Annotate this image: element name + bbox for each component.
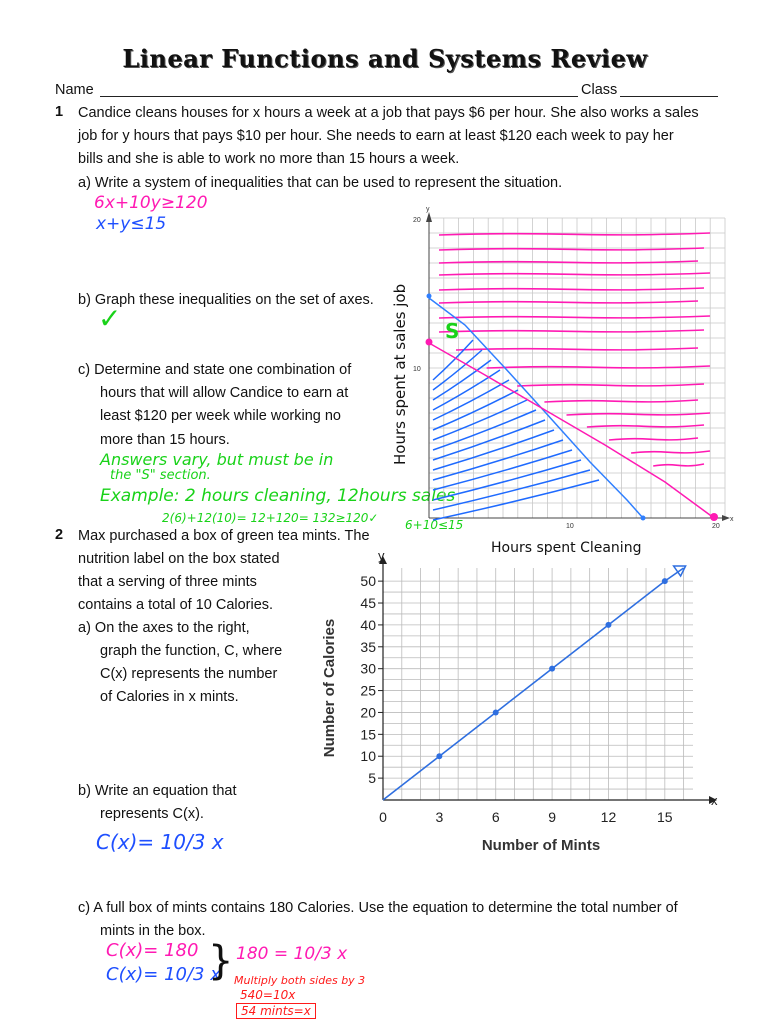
q1-x-arrow <box>722 515 730 521</box>
check-mark-icon: ✓ <box>98 302 122 335</box>
q1-pink-shading <box>439 233 710 466</box>
q2-y-tick-label: 45 <box>360 595 376 612</box>
q2-data-point <box>605 622 611 628</box>
q1-blue-stroke <box>433 480 599 520</box>
q1-point-20-0 <box>710 513 718 521</box>
q1a-prompt: a) Write a system of inequalities that can be used to represent the situation. <box>78 175 563 191</box>
q2-y-tick-label: 15 <box>360 726 376 743</box>
q2c-hand-5: 540=10x <box>240 988 296 1002</box>
name-label: Name <box>55 82 94 98</box>
q1a-answer-2: x+y≤15 <box>96 214 167 234</box>
q1-y-label-hand: Hours spent at sales job <box>391 283 409 465</box>
q2-y-tick-label: 20 <box>360 704 376 721</box>
q2-y-tick-label: 5 <box>368 770 376 787</box>
q2b-prompt-2: represents C(x). <box>100 806 204 822</box>
q2-grid <box>383 568 693 800</box>
brace-icon: } <box>208 938 234 984</box>
q1-blue-stroke <box>433 430 554 470</box>
q2-x-tick-label: 12 <box>600 809 617 825</box>
q2-data-point <box>493 709 499 715</box>
q2-stem-2: nutrition label on the box stated <box>78 551 280 567</box>
q1-point-0-15 <box>427 294 432 299</box>
q2-y-tick-label: 30 <box>360 660 376 677</box>
q1c-prompt-2: hours that will allow Candice to earn at <box>100 385 349 401</box>
class-blank[interactable] <box>620 82 718 97</box>
q2-x-tick-label: 9 <box>548 809 556 825</box>
q2-x-tick-label: 0 <box>379 809 387 825</box>
q1-pink-stroke <box>517 384 704 386</box>
q2-x-axis-label: Number of Mints <box>481 837 601 854</box>
q2-y-tick-label: 10 <box>360 748 376 765</box>
q2-x-tick-label: 15 <box>657 809 673 825</box>
q1-point-15-0 <box>641 516 646 521</box>
q1-pink-stroke <box>631 451 710 453</box>
q1-stem-1: Candice cleans houses for x hours a week at a job that pays $6 per hour. She also works a sales <box>78 105 699 121</box>
q1c-prompt-4: more than 15 hours. <box>100 432 230 448</box>
q1-tick-x-10: 10 <box>566 523 574 530</box>
q2-x-tick-label: 6 <box>491 809 500 825</box>
q2c-hand-1: C(x)= 180 <box>106 940 199 961</box>
q1-y-arrow <box>426 212 432 222</box>
q2-x-letter: x <box>711 793 718 808</box>
q1-pink-stroke <box>439 261 698 263</box>
q1-pink-stroke <box>609 438 698 440</box>
q2-data-point <box>436 753 442 759</box>
name-blank[interactable] <box>100 82 578 97</box>
q2c-hand-4: Multiply both sides by 3 <box>234 974 366 987</box>
q1-x-label-hand: Hours spent Cleaning <box>491 540 642 556</box>
q1-boundary-6x-10y <box>429 343 714 518</box>
q2-data-point <box>662 578 668 584</box>
q1-blue-stroke <box>433 420 545 460</box>
q2-y-tick-label: 35 <box>360 638 376 655</box>
q1-inequality-graph <box>375 200 735 570</box>
q2-y-tick-label: 25 <box>360 682 376 699</box>
q2a-prompt-4: of Calories in x mints. <box>100 689 239 705</box>
q1-tick-y-10: 10 <box>413 366 421 373</box>
q2-y-tick-label: 40 <box>360 616 376 633</box>
q1-region-label: S <box>445 319 460 343</box>
q1-tick-x-20: 20 <box>712 523 720 530</box>
q2-number: 2 <box>55 527 64 543</box>
q2b-answer: C(x)= 10/3 x <box>96 830 224 854</box>
q2c-hand-3: 180 = 10/3 x <box>236 944 348 964</box>
q1-pink-stroke <box>587 425 704 427</box>
q1-blue-stroke <box>433 440 563 480</box>
q1-pink-stroke <box>487 366 710 368</box>
q1-pink-stroke <box>653 464 704 466</box>
q2-y-tick-label: 50 <box>360 573 376 590</box>
q2-calories-chart <box>315 548 735 858</box>
q2-y-axis-label: Number of Calories <box>321 618 338 758</box>
q2a-prompt-1: a) On the axes to the right, <box>78 620 250 636</box>
q1-stem-3: bills and she is able to work no more than 15 hours a week. <box>78 151 460 167</box>
q2-data-point <box>549 666 555 672</box>
q2c-hand-2: C(x)= 10/3 x <box>106 964 221 985</box>
q1-tick-y-20: 20 <box>413 217 421 224</box>
q1c-hand-3: Example: 2 hours cleaning, 12hours sales <box>100 486 456 506</box>
q2-stem-1: Max purchased a box of green tea mints. The <box>78 528 370 544</box>
q2a-prompt-2: graph the function, C, where <box>100 643 283 659</box>
q1-blue-stroke <box>433 470 590 510</box>
q1-pink-stroke <box>439 316 710 318</box>
q2-stem-4: contains a total of 10 Calories. <box>78 597 274 613</box>
q1c-hand-1: Answers vary, but must be in <box>100 450 334 469</box>
q1-blue-stroke <box>433 450 572 490</box>
q1-pink-stroke <box>439 273 710 275</box>
q1-pink-stroke <box>439 288 704 290</box>
q2-y-letter: y <box>378 548 385 563</box>
class-label: Class <box>581 82 618 98</box>
q1-number: 1 <box>55 104 64 120</box>
q1-point-0-12 <box>426 339 433 346</box>
q1a-answer-1: 6x+10y≥120 <box>94 193 208 213</box>
q1-pink-stroke <box>439 330 704 332</box>
q1c-hand-5: 6+10≤15 <box>405 518 464 532</box>
q2c-hand-6-boxed: 54 mints=x <box>236 1003 316 1019</box>
q1c-hand-2: the "S" section. <box>110 468 211 483</box>
q1-pink-stroke <box>439 301 698 303</box>
q2b-prompt-1: b) Write an equation that <box>78 783 237 799</box>
q1c-hand-4: 2(6)+12(10)= 12+120= 132≥120✓ <box>162 511 379 525</box>
q1c-prompt-3: least $120 per week while working no <box>100 408 341 424</box>
q1c-prompt-1: c) Determine and state one combination of <box>78 362 352 378</box>
q2c-prompt-2: mints in the box. <box>100 923 206 939</box>
q1-stem-2: job for y hours that pays $10 per hour. She needs to earn at least $120 each week to pay her <box>78 128 674 144</box>
q1-y-letter: y <box>426 206 430 213</box>
q2c-prompt-1: c) A full box of mints contains 180 Calories. Use the equation to determine the total number of <box>78 900 678 916</box>
q2-x-tick-label: 3 <box>435 809 444 825</box>
q2-series <box>383 566 686 800</box>
q2-stem-3: that a serving of three mints <box>78 574 257 590</box>
q1b-prompt: b) Graph these inequalities on the set of axes. <box>78 292 374 308</box>
q2a-prompt-3: C(x) represents the number <box>100 666 278 682</box>
page-title: Linear Functions and Systems Review <box>122 44 648 73</box>
q1-blue-stroke <box>433 460 581 500</box>
q1-x-letter: x <box>730 516 734 523</box>
